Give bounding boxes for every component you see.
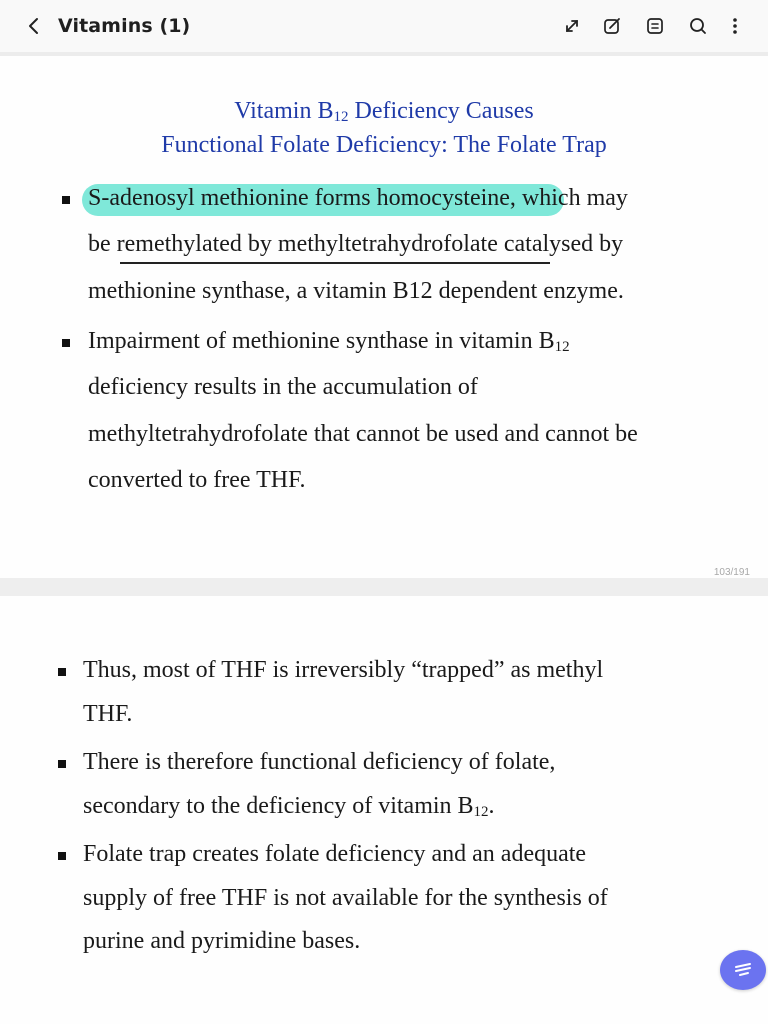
slide-title-line-1: Vitamin $B_{12}$ Deficiency Causes [234,98,534,125]
pdf-page-104[interactable] [0,596,768,1024]
annotation-fab-button[interactable] [720,950,766,990]
expand-button[interactable] [560,14,584,38]
bullet-5-line-3: purine and pyrimidine bases. [83,928,361,954]
edit-button[interactable] [600,14,624,38]
pen-lines-icon [732,961,754,979]
bullet-1-line-3: methionine synthase, a vitamin B12 dependent enzyme. [88,278,624,304]
page-counter: 103/191 [713,567,750,578]
bullet-2-line-2: deficiency results in the accumulation of [88,374,478,400]
back-button[interactable] [20,12,48,40]
bullet-marker [58,852,66,860]
bullet-marker [58,760,66,768]
edit-icon [602,16,622,36]
highlighted-text: S-adenosyl methionine forms homocysteine [88,185,510,211]
bullet-4-line-1: There is therefore functional deficiency of folate, [83,749,556,775]
bullet-2-line-3: methyltetrahydrofolate that cannot be used and cannot be [88,421,638,447]
bullet-5-line-2: supply of free THF is not available for the synthesis of [83,885,608,911]
more-button[interactable] [723,14,747,38]
pdf-page-103[interactable] [0,56,768,578]
top-toolbar [0,0,768,52]
bullet-marker [58,668,66,676]
more-icon [732,16,738,36]
bullet-1-line-2: be remethylated by methyltetrahydrofolate catalysed by [88,231,624,257]
bullet-marker [62,196,70,204]
notes-icon [645,16,665,36]
document-title: Vitamins (1) [58,15,191,37]
bullet-3-line-1: Thus, most of THF is irreversibly “trapped” as methyl [83,657,604,683]
bullet-3-line-2: THF. [83,701,133,727]
underline-annotation[interactable] [120,262,550,264]
bullet-marker [62,339,70,347]
search-button[interactable] [686,14,710,38]
back-icon [27,17,41,35]
bullet-1-line-1: S-adenosyl methionine forms homocysteine, which may [88,185,628,211]
search-icon [688,16,708,36]
bullet-2-line-1: Impairment of methionine synthase in vitamin $B_{12}$ [88,328,570,355]
expand-icon [562,16,582,36]
slide-title-line-2: Functional Folate Deficiency: The Folate Trap [161,132,607,158]
notes-button[interactable] [643,14,667,38]
bullet-5-line-1: Folate trap creates folate deficiency and an adequate [83,841,587,867]
page-divider [0,578,768,596]
bullet-4-line-2: secondary to the deficiency of vitamin $B_{12}$. [83,793,495,820]
bullet-2-line-4: converted to free THF. [88,467,306,493]
